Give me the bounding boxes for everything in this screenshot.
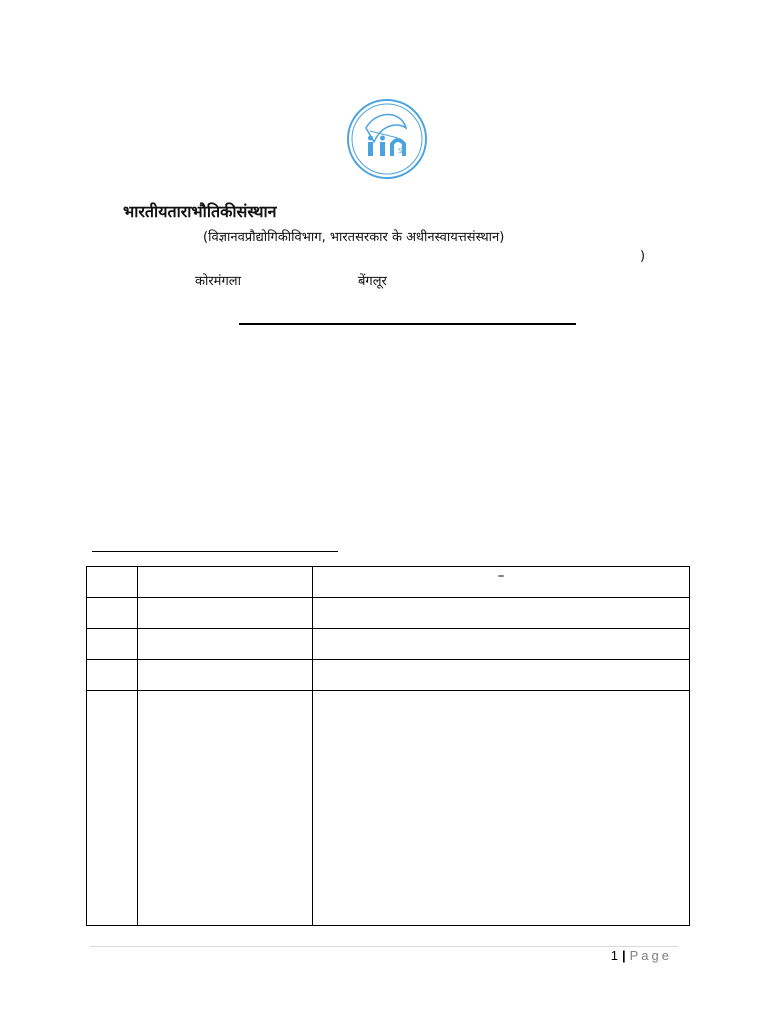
table-cell bbox=[313, 567, 690, 598]
institute-title: भारतीयताराभौतिकीसंस्थान bbox=[123, 202, 277, 221]
table-cell[interactable] bbox=[313, 598, 690, 629]
table-cell[interactable] bbox=[138, 660, 313, 691]
svg-text:S: S bbox=[398, 147, 403, 155]
table-row bbox=[87, 691, 690, 926]
table-cell[interactable] bbox=[138, 629, 313, 660]
table-cell[interactable] bbox=[138, 598, 313, 629]
header-underline bbox=[239, 323, 576, 325]
address-city: बेंगलूर bbox=[358, 274, 387, 289]
header-dash: – bbox=[497, 568, 505, 584]
table-row bbox=[87, 567, 690, 598]
institute-subtitle: (विज्ञानवप्रौद्योगिकीविभाग, भारतसरकार के अधीनस्वायत्तसंस्थान) bbox=[203, 230, 505, 245]
footer-separator: | bbox=[621, 948, 626, 963]
table-cell[interactable] bbox=[87, 598, 138, 629]
table-row bbox=[87, 660, 690, 691]
page-label: Page bbox=[629, 948, 672, 963]
table-row bbox=[87, 629, 690, 660]
iia-logo-icon bbox=[346, 98, 428, 180]
table-row bbox=[87, 598, 690, 629]
table-cell bbox=[87, 567, 138, 598]
table-cell[interactable] bbox=[87, 660, 138, 691]
table-cell[interactable] bbox=[313, 629, 690, 660]
form-table bbox=[86, 566, 690, 926]
address-locality: कोरमंगला bbox=[195, 274, 241, 289]
table-cell[interactable] bbox=[313, 660, 690, 691]
stray-parenthesis: ) bbox=[640, 249, 646, 264]
table-cell bbox=[138, 567, 313, 598]
footer-divider bbox=[90, 946, 678, 947]
page-number: 1 bbox=[610, 948, 618, 963]
table-cell[interactable] bbox=[313, 691, 690, 926]
table-cell[interactable] bbox=[87, 691, 138, 926]
table-cell[interactable] bbox=[87, 629, 138, 660]
section-underline bbox=[92, 551, 338, 552]
page-footer bbox=[611, 948, 672, 963]
table-cell[interactable] bbox=[138, 691, 313, 926]
